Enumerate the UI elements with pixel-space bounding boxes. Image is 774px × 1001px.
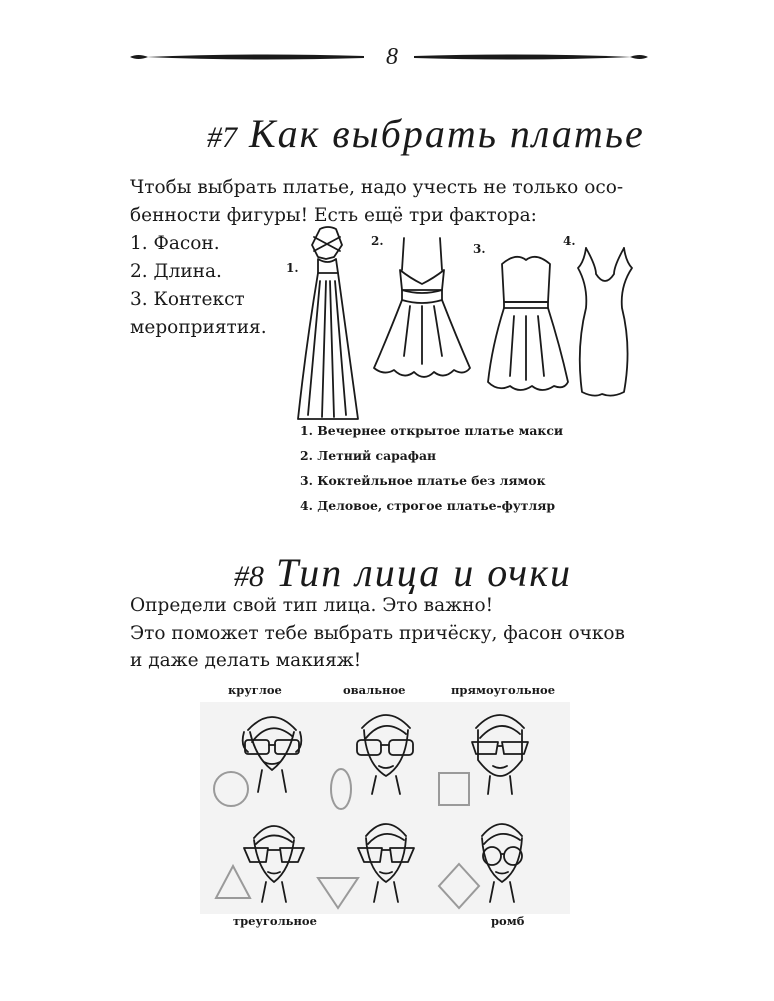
section8-heading-title: Тип лица и очки	[276, 550, 572, 595]
dress-caption-1: 1. Вечернее открытое платье макси	[300, 423, 564, 438]
face-label-oval: овальное	[343, 683, 406, 697]
dress-caption-4: 4. Деловое, строгое платье-футляр	[300, 498, 556, 513]
section7-heading	[207, 110, 645, 157]
factor-item-3: 3. Контекст	[130, 289, 245, 310]
factor-item-2: 2. Длина.	[130, 261, 222, 282]
section8-line-1: Определи свой тип лица. Это важно!	[130, 595, 494, 616]
section8-line-3: и даже делать макияж!	[130, 650, 362, 671]
page-number: 8	[386, 44, 398, 70]
face-types-panel	[200, 702, 570, 914]
section7-intro-line-2: бенности фигуры! Есть ещё три фактора:	[130, 205, 537, 226]
section8-line-2: Это поможет тебе выбрать причёску, фасон очков	[130, 623, 625, 644]
evening-maxi-dress-icon	[290, 225, 366, 425]
section7-heading-number: #7	[207, 121, 237, 154]
dress-number-4: 4.	[563, 234, 576, 248]
ornamental-rule-right	[410, 44, 650, 70]
dress-number-3: 3.	[473, 242, 486, 256]
section7-heading-title: Как выбрать платье	[249, 111, 645, 156]
section7-intro-line-1: Чтобы выбрать платье, надо учесть не только осо-	[130, 177, 624, 198]
factor-item-3-cont: мероприятия.	[130, 317, 267, 338]
strapless-cocktail-dress-icon	[480, 246, 570, 396]
dress-number-1: 1.	[286, 261, 299, 275]
face-label-rhombus: ромб	[491, 914, 525, 928]
face-label-rectangular: прямоугольное	[451, 683, 556, 697]
dress-number-2: 2.	[371, 234, 384, 248]
dress-caption-2: 2. Летний сарафан	[300, 448, 437, 463]
section8-heading	[234, 549, 572, 596]
face-label-round: круглое	[228, 683, 282, 697]
sheath-dress-icon	[570, 238, 640, 400]
dress-caption-3: 3. Коктейльное платье без лямок	[300, 473, 546, 488]
section8-heading-number: #8	[234, 560, 264, 593]
ornamental-rule-left	[128, 44, 368, 70]
factor-item-1: 1. Фасон.	[130, 233, 220, 254]
face-label-triangular: треугольное	[233, 914, 317, 928]
summer-sundress-icon	[370, 236, 474, 386]
